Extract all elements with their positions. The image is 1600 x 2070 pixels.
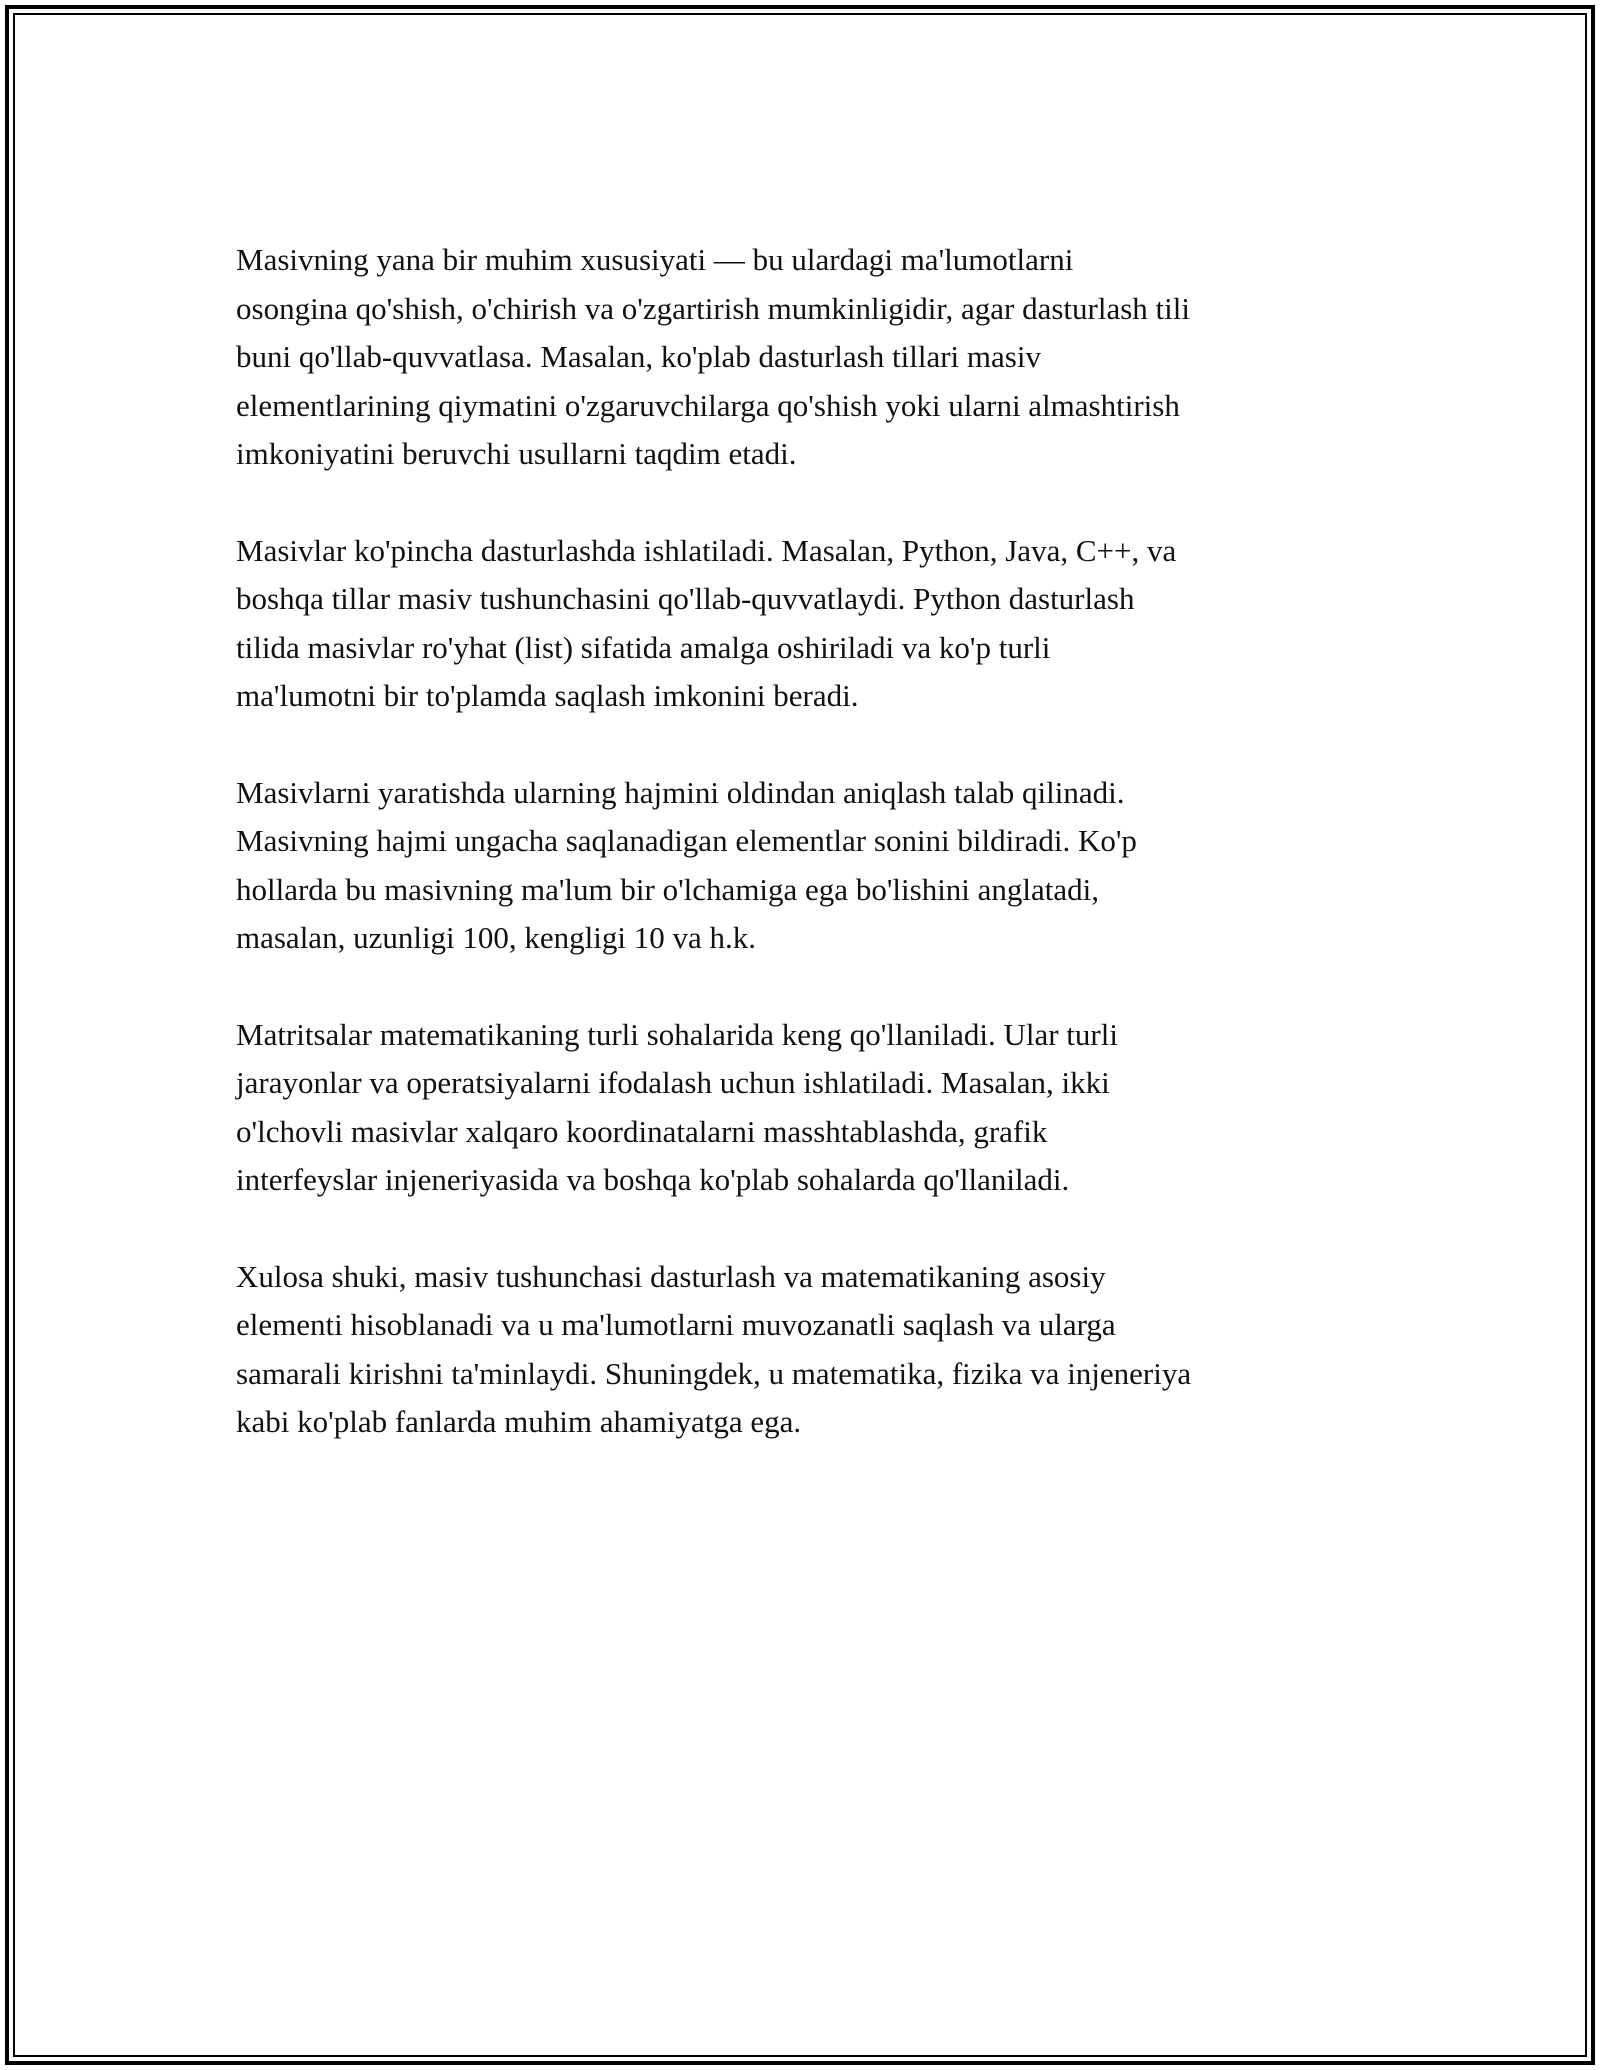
text-line: masalan, uzunligi 100, kengligi 10 va h.k. <box>236 920 757 955</box>
paragraph-2 <box>236 527 1376 721</box>
text-line: Matritsalar matematikaning turli sohalarida keng qo'llaniladi. Ular turli <box>236 1016 1118 1052</box>
text-line: Masivlar ko'pincha dasturlashda ishlatiladi. Masalan, Python, Java, C++, va <box>236 532 1177 568</box>
text-line: ma'lumotni bir to'plamda saqlash imkonini beradi. <box>236 678 859 713</box>
paragraph-3 <box>236 769 1376 963</box>
document-body <box>236 236 1376 1495</box>
text-line: interfeyslar injeneriyasida va boshqa ko'plab sohalarda qo'llaniladi. <box>236 1162 1070 1197</box>
text-line: kabi ko'plab fanlarda muhim ahamiyatga ega. <box>236 1404 802 1439</box>
text-line: boshqa tillar masiv tushunchasini qo'llab-quvvatlaydi. Python dasturlash <box>236 581 1135 616</box>
text-line: elementlarining qiymatini o'zgaruvchilarga qo'shish yoki ularni almashtirish <box>236 387 1180 423</box>
text-line: Masivlarni yaratishda ularning hajmini oldindan aniqlash talab qilinadi. <box>236 774 1125 810</box>
paragraph-1 <box>236 236 1376 479</box>
text-line: hollarda bu masivning ma'lum bir o'lchamiga ega bo'lishini anglatadi, <box>236 871 1100 907</box>
text-line: osongina qo'shish, o'chirish va o'zgartirish mumkinligidir, agar dasturlash tili <box>236 290 1190 326</box>
text-line: o'lchovli masivlar xalqaro koordinatalarni masshtablashda, grafik <box>236 1113 1048 1149</box>
text-line: jarayonlar va operatsiyalarni ifodalash uchun ishlatiladi. Masalan, ikki <box>236 1065 1110 1100</box>
text-line: tilida masivlar ro'yhat (list) sifatida amalga oshiriladi va ko'p turli <box>236 629 1051 665</box>
paragraph-4 <box>236 1011 1376 1205</box>
text-line: Xulosa shuki, masiv tushunchasi dasturlash va matematikaning asosiy <box>236 1258 1106 1294</box>
text-line: buni qo'llab-quvvatlasa. Masalan, ko'plab dasturlash tillari masiv <box>236 339 1041 374</box>
text-line: Masivning hajmi ungacha saqlanadigan elementlar sonini bildiradi. Ko'p <box>236 823 1137 858</box>
text-line: imkoniyatini beruvchi usullarni taqdim etadi. <box>236 436 797 471</box>
text-line: elementi hisoblanadi va u ma'lumotlarni muvozanatli saqlash va ularga <box>236 1307 1116 1342</box>
text-line: Masivning yana bir muhim xususiyati — bu ulardagi ma'lumotlarni <box>236 242 1074 277</box>
text-line: samarali kirishni ta'minlaydi. Shuningdek, u matematika, fizika va injeneriya <box>236 1355 1192 1391</box>
paragraph-5 <box>236 1253 1376 1447</box>
